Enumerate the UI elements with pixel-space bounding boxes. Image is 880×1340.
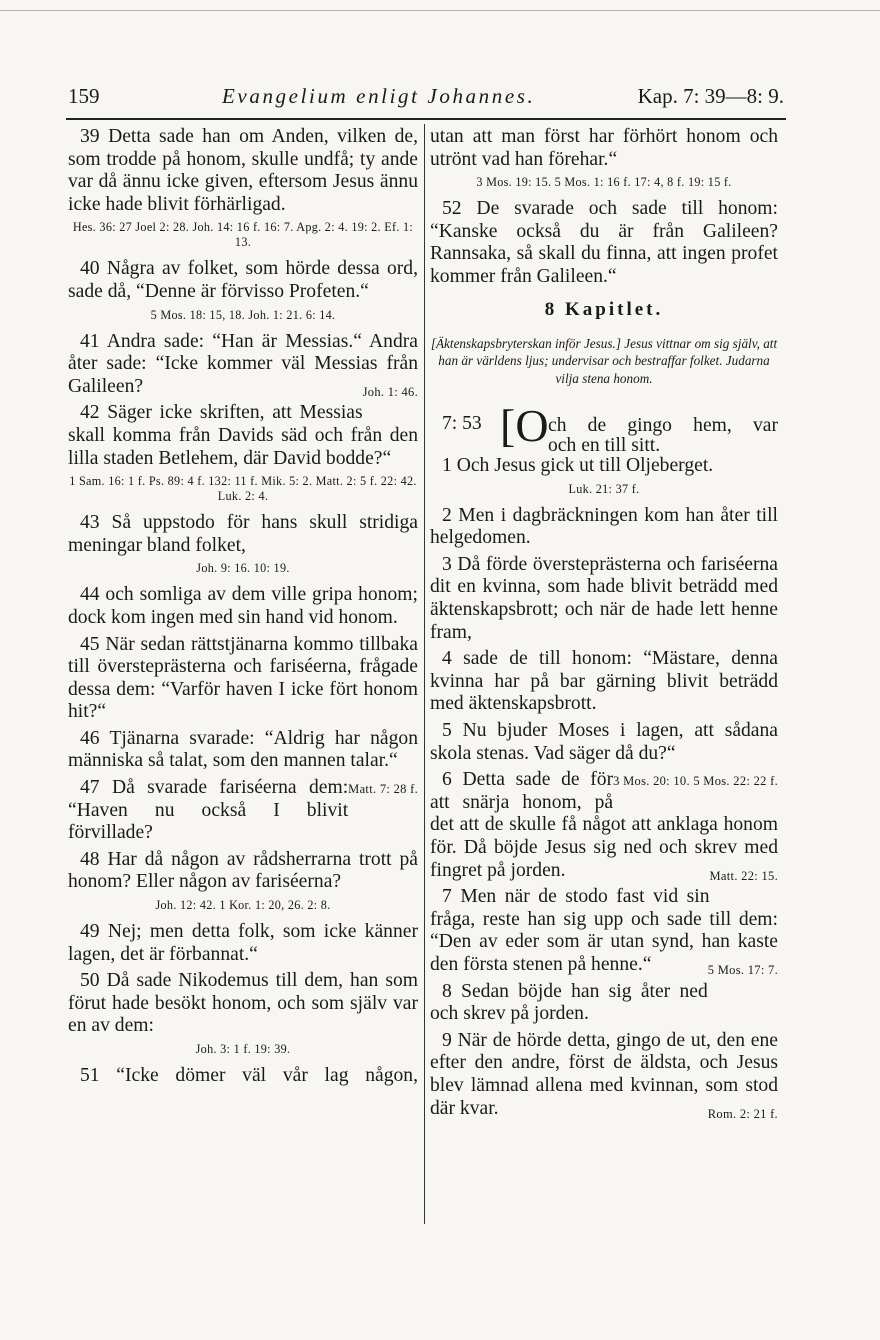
- verse-text: 2 Men i dagbräckningen kom han åter till helgedomen.: [430, 504, 778, 549]
- verse-text: 1 Och Jesus gick ut till Oljeberget.: [442, 455, 714, 477]
- verse-text: 3 Då förde översteprästerna och fariséerna dit en kvinna, som hade blivit beträdd med äktenskapsbrott; och när de hade lett henne fram,: [430, 553, 778, 643]
- verse: [68, 921, 418, 966]
- reference-text: Luk. 21: 37 f.: [568, 481, 640, 496]
- verse-text: 39 Detta sade han om Anden, vilken de, som trodde på honom, skulle undfå; ty ande var då ännu icke given, eftersom Jesus ännu icke hade blivit förhärligad.: [68, 126, 418, 215]
- inline-reference: 5 Mos. 17: 7.: [707, 962, 778, 977]
- cross-reference: [68, 308, 418, 323]
- verse: [68, 126, 418, 216]
- reference-text: 5 Mos. 18: 15, 18. Joh. 1: 21. 6: 14.: [150, 307, 336, 322]
- verse-text: 48 Har då någon av rådsherrarna trott på honom? Eller någon av fariséerna?: [68, 848, 418, 893]
- verse: [68, 584, 418, 629]
- verse: [430, 981, 778, 1026]
- left-column: [68, 126, 418, 1092]
- cross-reference: [68, 474, 418, 504]
- cross-reference: [68, 898, 418, 913]
- page-header: [68, 84, 784, 116]
- verse-text: 51 “Icke dömer väl vår lag någon,: [80, 1065, 418, 1086]
- verse-text: 4 sade de till honom: “Mästare, denna kvinna har på bar gärning blivit beträdd med äktenskapsbrott.: [430, 648, 778, 715]
- verse-text: 8 Sedan böjde han sig åter ned och skrev på jorden.: [430, 980, 708, 1025]
- verse: [430, 554, 778, 644]
- reference-text: Hes. 36: 27 Joel 2: 28. Joh. 14: 16 f. 16: 7. Apg. 2: 4. 19: 2. Ef. 1: 13.: [72, 220, 414, 250]
- drop-cap: [O: [500, 400, 549, 452]
- right-column-bottom: [430, 455, 778, 1120]
- verse-text: 5 Nu bjuder Moses i lagen, att sådana skola stenas. Vad säger då du?“: [430, 720, 778, 764]
- verse: [430, 720, 778, 789]
- verse: [68, 849, 418, 894]
- inline-reference: Matt. 22: 15.: [709, 868, 778, 883]
- inline-reference: Joh. 1: 46.: [362, 384, 418, 399]
- verse-text: 50 Då sade Nikodemus till dem, han som förut hade besökt honom, och som själv var en av dem:: [68, 970, 418, 1037]
- column-divider: [424, 124, 425, 1224]
- verse: [430, 886, 778, 976]
- verse-text: 46 Tjänarna svarade: “Aldrig har någon människa så talat, som den mannen talar.“: [68, 727, 418, 772]
- verse: [430, 648, 778, 716]
- verse: [68, 331, 418, 399]
- verse-text: 49 Nej; men detta folk, som icke känner lagen, det är förbannat.“: [68, 921, 418, 965]
- chapter-summary: [Äktenskapsbryterskan inför Jesus.] Jesus vittnar om sig själv, att han är världens ljus; undervisar och bestraffar folket. Judarna vilja stena honom.: [430, 335, 778, 386]
- verse-continuation: [430, 126, 778, 171]
- inline-reference: Matt. 7: 28 f.: [348, 782, 418, 797]
- cross-reference: [68, 220, 418, 250]
- reference-text: Joh. 12: 42. 1 Kor. 1: 20, 26. 2: 8.: [155, 898, 331, 913]
- scan-edge-line: [0, 10, 880, 11]
- verse-text: 43 Så uppstodo för hans skull stridiga meningar bland folket,: [68, 512, 418, 556]
- cross-reference: [430, 482, 778, 497]
- verse: [430, 198, 778, 288]
- verse-text: 42 Säger icke skriften, att Messias skall komma från Davids säd och från den lilla staden Betlehem, där David bodde?“: [68, 402, 418, 469]
- verse-text: 40 Några av folket, som hörde dessa ord, sade då, “Denne är förvisso Profeten.“: [68, 258, 418, 302]
- reference-text: Joh. 3: 1 f. 19: 39.: [195, 1042, 291, 1056]
- inline-reference: Rom. 2: 21 f.: [707, 1106, 778, 1121]
- page-number: 159: [68, 84, 100, 108]
- verse: [68, 512, 418, 557]
- verse-text: 47 Då svarade fariséerna dem: “Haven nu också I blivit förvillade?: [68, 777, 349, 844]
- verse-text: 6 Detta sade de för att snärja honom, på det att de skulle få något att anklaga honom för. Då böjde Jesus sig ned och skrev med fingret på jorden.: [430, 769, 778, 881]
- verse: [68, 402, 418, 470]
- header-rule: [66, 118, 786, 120]
- book-title: Evangelium enligt Johannes.: [222, 84, 536, 108]
- verse-text: utan att man först har förhört honom och utrönt vad han förehar.“: [430, 126, 778, 170]
- cross-reference: [430, 175, 778, 190]
- verse: [430, 1030, 778, 1120]
- verse-text: 41 Andra sade: “Han är Messias.“ Andra åter sade: “Icke kommer väl Messias från Galileen?: [68, 330, 418, 397]
- reference-text: 3 Mos. 19: 15. 5 Mos. 1: 16 f. 17: 4, 8 f. 19: 15 f.: [476, 175, 732, 190]
- verse: [68, 258, 418, 303]
- right-column: [430, 126, 778, 1125]
- verse: [68, 727, 418, 797]
- reference-text: 1 Sam. 16: 1 f. Ps. 89: 4 f. 132: 11 f. Mik. 5: 2. Matt. 2: 5 f. 22: 42. Luk. 2: 4.: [69, 474, 417, 504]
- verse-text: 9 När de hörde detta, gingo de ut, den ene efter den andre, först de äldsta, och Jesus blev lämnad allena med kvinnan, som stod där kvar.: [430, 1029, 778, 1119]
- opening-verse-number: 7: 53: [442, 413, 482, 435]
- verse-text: 7 Men när de stodo fast vid sin fråga, reste han sig upp och sade till dem: “Den av eder som är utan synd, han kaste den första stenen på henne.“: [430, 886, 778, 975]
- verse: [430, 505, 778, 550]
- chapter-range: Kap. 7: 39—8: 9.: [637, 84, 784, 108]
- reference-text: Joh. 9: 16. 10: 19.: [196, 561, 290, 576]
- chapter-opening: [430, 399, 778, 457]
- chapter-heading: 8 Kapitlet.: [544, 298, 664, 320]
- verse: [68, 970, 418, 1038]
- verse: [68, 634, 418, 724]
- verse: [68, 1065, 418, 1088]
- cross-reference: [68, 1042, 418, 1057]
- verse: [430, 455, 778, 478]
- cross-reference: [68, 561, 418, 576]
- right-column-top: [430, 126, 778, 289]
- opening-line-2: och en till sitt.: [548, 435, 661, 457]
- inline-reference: 3 Mos. 20: 10. 5 Mos. 22: 22 f.: [613, 774, 778, 789]
- opening-line-1: ch de gingo hem, var: [548, 415, 778, 437]
- verse-text: 45 När sedan rättstjänarna kommo tillbaka till översteprästerna och fariséerna, frågade dessa dem: “Varför haven I icke fört honom hit?“: [68, 633, 418, 723]
- verse-text: 52 De svarade och sade till honom: “Kanske också du är från Galileen? Rannsaka, så skall du finna, att ingen profet kommer från Galileen.“: [430, 198, 778, 287]
- verse-text: 44 och somliga av dem ville gripa honom; dock kom ingen med sin hand vid honom.: [68, 584, 418, 628]
